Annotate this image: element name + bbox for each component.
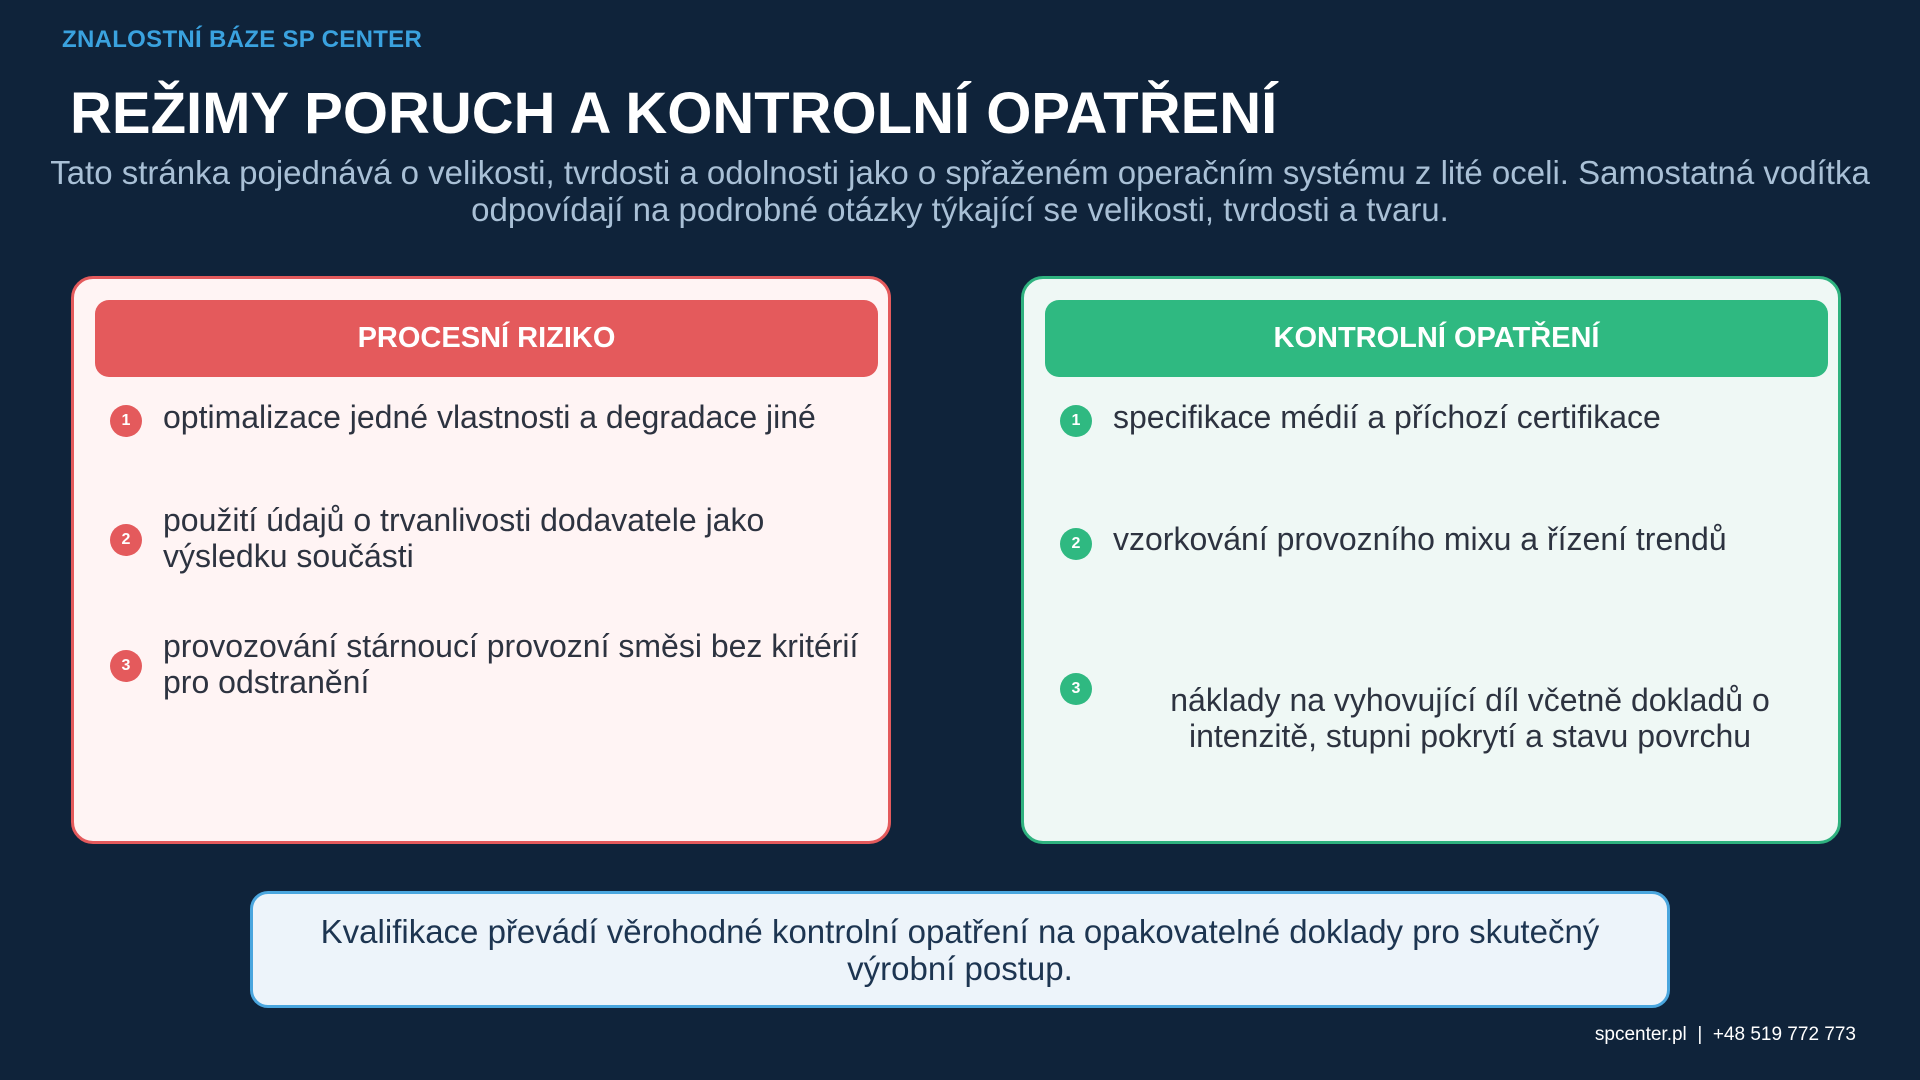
- control-item-text: [1113, 399, 1833, 435]
- contact-info: spcenter.pl | +48 519 772 773: [1594, 1024, 1856, 1045]
- control-measures-heading: KONTROLNÍ OPATŘENÍ: [1045, 300, 1828, 377]
- control-item-line: specifikace médií a příchozí certifikace: [1113, 399, 1661, 435]
- control-item-line: intenzitě, stupni pokrytí a stavu povrchu: [1188, 718, 1752, 754]
- number-badge: 2: [1060, 528, 1092, 560]
- control-measures-panel: [1021, 276, 1841, 844]
- control-item-text: [1140, 682, 1800, 754]
- process-risk-panel: [71, 276, 891, 844]
- risk-item-line: pro odstranění: [163, 664, 370, 700]
- page-subtitle: [0, 154, 1920, 228]
- number-badge: 3: [110, 650, 142, 682]
- summary-line: výrobní postup.: [847, 949, 1073, 987]
- risk-item-line: použití údajů o trvanlivosti dodavatele jako: [163, 502, 765, 538]
- page-title: REŽIMY PORUCH A KONTROLNÍ OPATŘENÍ: [70, 81, 1278, 146]
- risk-item-line: výsledku součásti: [163, 538, 414, 574]
- risk-item-line: optimalizace jedné vlastnosti a degradace jiné: [163, 399, 816, 435]
- number-badge: 3: [1060, 673, 1092, 705]
- number-badge: 1: [110, 405, 142, 437]
- number-badge: 2: [110, 524, 142, 556]
- risk-item-text: [163, 399, 883, 435]
- number-badge: 1: [1060, 405, 1092, 437]
- control-item-text: [1113, 521, 1833, 557]
- control-item-line: vzorkování provozního mixu a řízení trendů: [1113, 521, 1727, 557]
- risk-item-text: [163, 502, 883, 574]
- subtitle-line: Tato stránka pojednává o velikosti, tvrdosti a odolnosti jako o spřaženém operačním systému z lité oceli. Samostatná vodítka: [50, 154, 1870, 191]
- summary-line: Kvalifikace převádí věrohodné kontrolní opatření na opakovatelné doklady pro skutečný: [320, 912, 1600, 950]
- process-risk-heading: PROCESNÍ RIZIKO: [95, 300, 878, 377]
- control-item-line: náklady na vyhovující díl včetně dokladů o: [1170, 682, 1770, 718]
- subtitle-line: odpovídají na podrobné otázky týkající se velikosti, tvrdosti a tvaru.: [471, 191, 1449, 228]
- knowledge-base-kicker: ZNALOSTNÍ BÁZE SP CENTER: [62, 26, 423, 53]
- qualification-summary: [250, 891, 1670, 1008]
- risk-item-text: [163, 628, 883, 700]
- risk-item-line: provozování stárnoucí provozní směsi bez kritérií: [163, 628, 859, 664]
